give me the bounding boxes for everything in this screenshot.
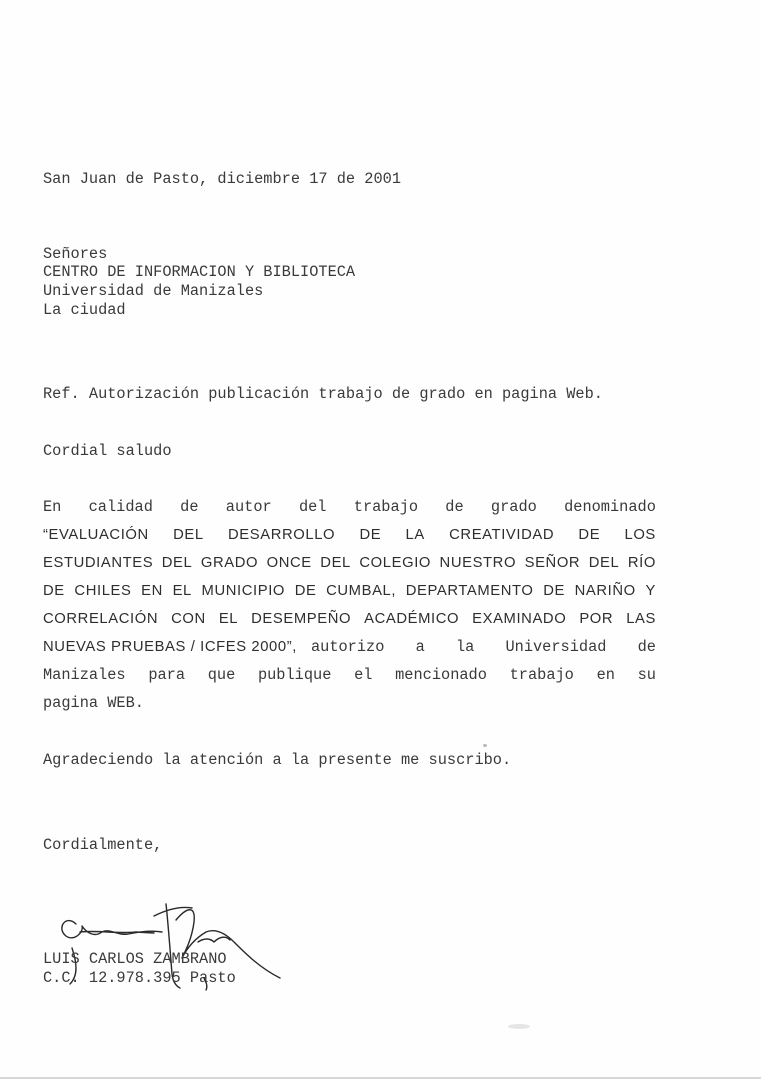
body-word: en (596, 666, 615, 684)
body-word: CUMBAL, (326, 583, 397, 599)
body-word: DEL (161, 555, 193, 571)
body-word: CORRELACIÓN (43, 611, 159, 627)
body-word: EL (218, 611, 239, 627)
body-word: DEL (588, 555, 620, 571)
body-word: autor (225, 498, 272, 516)
body-word: DESARROLLO (228, 527, 336, 543)
body-word: MUNICIPIO (201, 583, 286, 599)
body-line-8: pagina WEB. (43, 694, 144, 712)
body-word: LA (405, 527, 425, 543)
body-word: RÍO (627, 555, 656, 571)
body-line-7 (43, 666, 656, 684)
body-line-1 (43, 498, 656, 516)
body-word: del (298, 498, 327, 516)
body-word: a (415, 638, 425, 656)
body-word: ACADÉMICO (364, 611, 460, 627)
body-word: Manizales (43, 666, 126, 684)
body-line-2 (43, 526, 656, 544)
body-word: NARIÑO (574, 583, 636, 599)
place-date: San Juan de Pasto, diciembre 17 de 2001 (43, 170, 402, 188)
body-word: DE (43, 583, 65, 599)
body-word: DE (294, 583, 317, 599)
body-word: CON (171, 611, 206, 627)
body-word: DE (359, 527, 382, 543)
body-line-4 (43, 582, 656, 600)
signer-id: C.C. 12.978.395 Pasto (43, 969, 236, 987)
body-word: DE (543, 583, 565, 599)
body-word: denominado (564, 498, 656, 516)
body-line-6-title-end: NUEVAS PRUEBAS / ICFES 2000”, (43, 639, 297, 655)
body-word: POR (579, 611, 614, 627)
body-word: que (207, 666, 236, 684)
body-line-6-rest (311, 638, 656, 656)
recipient-salutation: Señores (43, 245, 108, 263)
body-word: el (354, 666, 373, 684)
body-word: grado (490, 498, 537, 516)
body-word: EN (141, 583, 163, 599)
body-word: su (637, 666, 656, 684)
closing: Cordialmente, (43, 836, 163, 854)
paper-speck (483, 744, 487, 747)
body-word: autorizo (310, 638, 385, 656)
body-word: SEÑOR (524, 555, 581, 571)
body-word: CHILES (74, 583, 132, 599)
body-word: publique (257, 666, 332, 684)
body-word: la (455, 638, 475, 656)
body-word: de (445, 498, 464, 516)
body-word: calidad (88, 498, 153, 516)
body-word: DESEMPEÑO (251, 611, 352, 627)
body-word: trabajo (353, 498, 419, 516)
body-line-5 (43, 610, 656, 628)
recipient-university: Universidad de Manizales (43, 282, 264, 300)
body-word: DEL (320, 555, 351, 571)
paper-speck (508, 1024, 530, 1029)
body-word: EXAMINADO (472, 611, 567, 627)
body-word: trabajo (509, 666, 574, 684)
page-edge-divider (0, 1077, 761, 1079)
body-word: COLEGIO (359, 555, 432, 571)
body-word: En (43, 498, 62, 516)
body-word: LAS (626, 611, 656, 627)
signer-name: LUIS CARLOS ZAMBRANO (43, 950, 227, 968)
greeting: Cordial saludo (43, 442, 172, 460)
recipient-org: CENTRO DE INFORMACION Y BIBLIOTECA (43, 263, 356, 281)
body-word: de (180, 498, 199, 516)
recipient-city: La ciudad (43, 301, 126, 319)
body-word: de (637, 638, 656, 656)
body-word: NUESTRO (439, 555, 517, 571)
body-line-3 (43, 554, 656, 572)
reference-line: Ref. Autorización publicación trabajo de grado en pagina Web. (43, 385, 603, 403)
body-word: DE (578, 527, 601, 543)
body-word: ONCE (266, 555, 312, 571)
body-word: “EVALUACIÓN (43, 527, 149, 543)
body-word: DEL (173, 527, 204, 543)
body-word: GRADO (200, 555, 259, 571)
body-word: Universidad (505, 638, 607, 656)
thanks-line: Agradeciendo la atención a la presente me suscribo. (43, 751, 512, 769)
body-word: DEPARTAMENTO (405, 583, 534, 599)
body-line-6 (43, 638, 656, 656)
body-word: CREATIVIDAD (449, 527, 555, 543)
body-word: mencionado (395, 666, 487, 684)
body-word: Y (645, 583, 656, 599)
body-word: ESTUDIANTES (43, 555, 154, 571)
body-word: para (148, 666, 186, 684)
body-word: LOS (624, 527, 656, 543)
body-word: EL (172, 583, 192, 599)
